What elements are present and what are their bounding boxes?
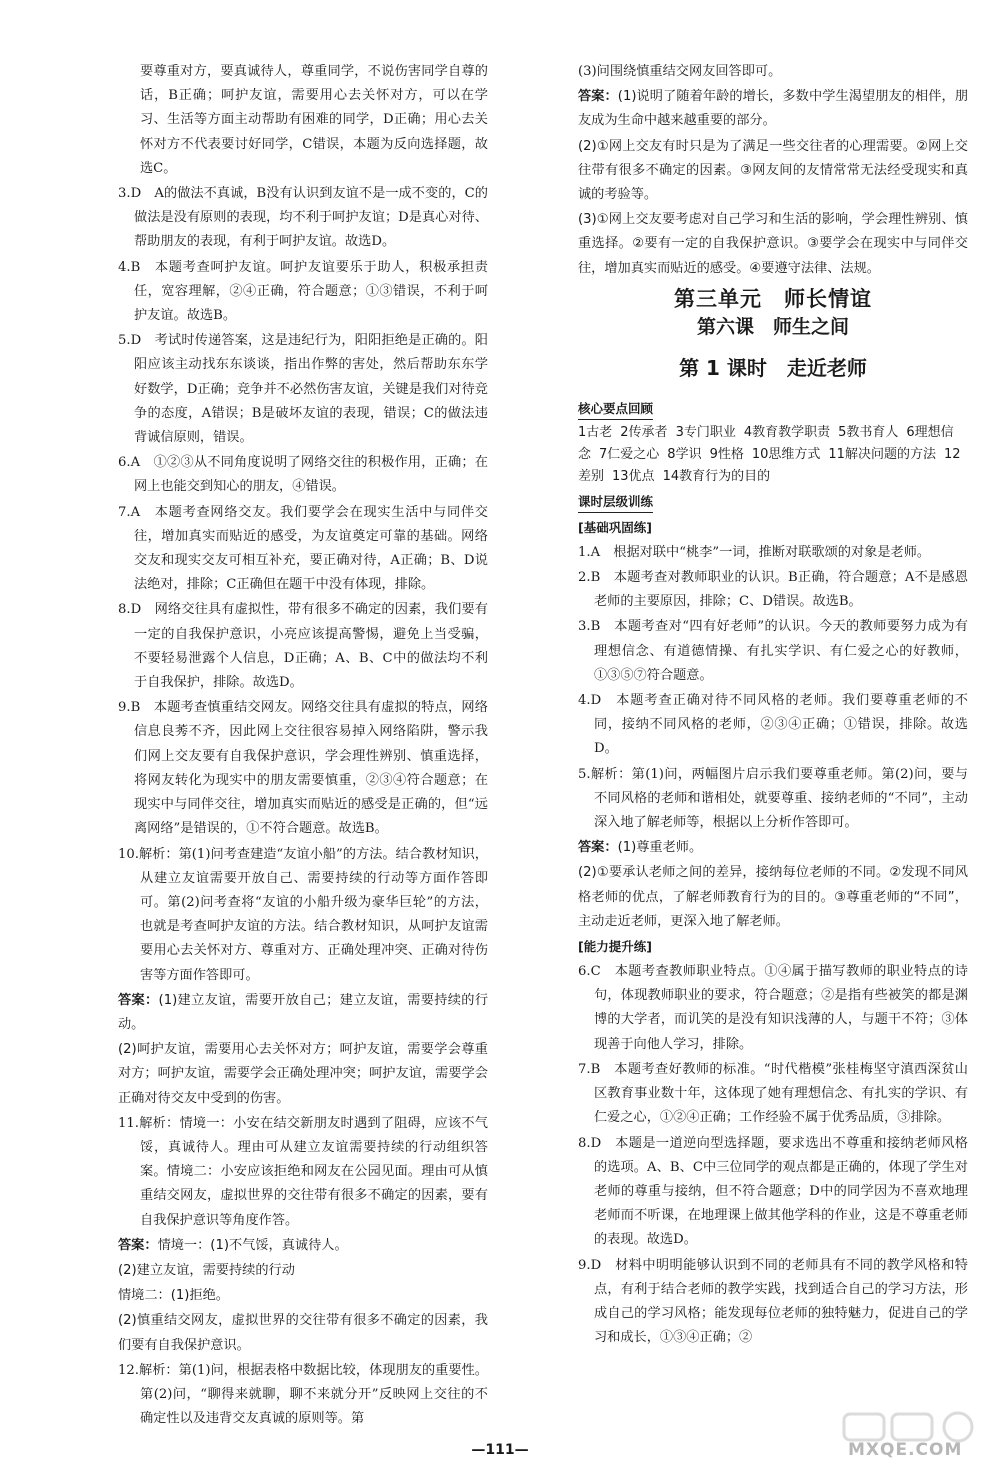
- basic-paragraph: (2)①要承认老师之间的差异，接纳每位老师的不同。②发现不同风格老师的优点，了解老师教育行为的目的。③尊重老师的“不同”，主动走近老师，更深入地了解老师。: [578, 865, 968, 929]
- lesson-title: 第六课 师生之间: [696, 315, 849, 338]
- key-point: 9性格: [709, 446, 744, 462]
- left-paragraph: 6.A ①②③从不同角度说明了网络交往的积极作用，正确；在网上也能交到知心的朋友，④错误。: [118, 455, 488, 495]
- right-column: [578, 60, 968, 1351]
- basic-paragraph: 1.A 根据对联中“桃李”一词，推断对联歌颂的对象是老师。: [578, 544, 931, 560]
- section-training: 课时层级训练: [578, 492, 653, 513]
- ability-paragraph: 8.D 本题是一道逆向型选择题，要求选出不尊重和接纳老师风格的选项。A、B、C中三位同学的观点都是正确的，体现了学生对老师的尊重与接纳，但不符合题意；D中的同学因为不喜欢地理老师而不听课，在地理课上做其他学科的作业，这是不尊重老师的表现。故选D。: [578, 1135, 968, 1248]
- left-paragraph: 答案：情境一：(1)不气馁，真诚待人。: [118, 1237, 348, 1253]
- right-top-answers: [578, 60, 968, 281]
- left-column: [118, 60, 488, 1432]
- left-paragraph: 7.A 本题考查网络交友。我们要学会在现实生活中与同伴交往，增加真实而贴近的感受，为友谊奠定可靠的基础。网络交友和现实交友可相互补充，要正确对待，A正确；B、D说法绝对，排除；C正确但在题干中没有体现，排除。: [118, 504, 488, 593]
- key-point: 13优点: [612, 468, 655, 484]
- left-paragraph: 情境二：(1)拒绝。: [118, 1288, 229, 1304]
- left-paragraph: 5.D 考试时传递答案，这是违纪行为，阳阳拒绝是正确的。阳阳应该主动找东东谈谈，指出作弊的害处，然后帮助东东学好数学，D正确；竞争并不必然伤害友谊，关键是我们对待竞争的态度，A错误；B是破坏友谊的表现，错误；C的做法违背诚信原则，错误。: [118, 333, 488, 446]
- left-paragraph: 8.D 网络交往具有虚拟性，带有很多不确定的因素，我们要有一定的自我保护意识，小亮应该提高警惕，避免上当受骗，不要轻易泄露个人信息，D正确；A、B、C中的做法均不利于自我保护，排除。故选D。: [118, 602, 488, 691]
- key-point: 12差别: [578, 446, 961, 484]
- left-paragraph: 答案：(1)建立友谊，需要开放自己；建立友谊，需要持续的行动。: [118, 992, 489, 1032]
- left-paragraph: 12.解析：第(1)问，根据表格中数据比较，体现朋友的重要性。第(2)问，“聊得来就聊，聊不来就分开”反映网上交往的不确定性以及违背交友真诚的原则等。第: [118, 1362, 488, 1427]
- unit-title: 第三单元 师长情谊: [674, 286, 872, 311]
- key-point: 11解决问题的方法: [828, 446, 936, 462]
- basic-practice-answers: [578, 541, 968, 934]
- key-point: 10思维方式: [751, 446, 821, 462]
- ability-paragraph: 9.D 材料中明明能够认识到不同的老师具有不同的教学风格和特点，有利于结合老师的教学实践，找到适合自己的学习方法，形成自己的学习风格；能发现每位老师的独特魅力，促进自己的学习和成长，①③④正确；②: [578, 1257, 968, 1346]
- left-paragraph: 4.B 本题考查呵护友谊。呵护友谊要乐于助人，积极承担责任，宽容理解，②④正确，符合题意；①③错误，不利于呵护友谊。故选B。: [118, 259, 488, 324]
- right-top-paragraph: 答案：(1)说明了随着年龄的增长，多数中学生渴望朋友的相伴，朋友成为生命中越来越重要的部分。: [578, 89, 969, 129]
- left-paragraph: (2)慎重结交网友，虚拟世界的交往带有很多不确定的因素，我们要有自我保护意识。: [118, 1313, 488, 1353]
- key-point: 14教育行为的目的: [662, 468, 771, 484]
- period-title: 第 1 课时 走近老师: [679, 355, 867, 380]
- key-point: 7仁爱之心: [599, 446, 660, 462]
- key-points-list: [578, 422, 968, 488]
- left-paragraph: (2)建立友谊，需要持续的行动: [118, 1262, 295, 1278]
- ability-paragraph: 7.B 本题考查好教师的标准。“时代楷模”张桂梅坚守滇西深贫山区教育事业数十年，这体现了她有理想信念、有扎实的学识、有仁爱之心，①②④正确；工作经验不属于优秀品质，③排除。: [578, 1061, 968, 1126]
- left-paragraph: 11.解析：情境一：小安在结交新朋友时遇到了阻碍，应该不气馁，真诚待人。理由可从建立友谊需要持续的行动组织答案。情境二：小安应该拒绝和网友在公园见面。理由可从慎重结交网友，虚拟世界的交往带有很多不确定的因素，要有自我保护意识等角度作答。: [118, 1115, 488, 1228]
- left-paragraph: (2)呵护友谊，需要用心去关怀对方；呵护友谊，需要学会尊重对方；呵护友谊，需要学会正确处理冲突；呵护友谊，需要学会正确对待交友中受到的伤害。: [118, 1042, 488, 1106]
- key-point: 2传承者: [620, 424, 668, 440]
- key-point: 4教育教学职责: [743, 424, 831, 440]
- left-paragraph: 要尊重对方，要真诚待人，尊重同学，不说伤害同学自尊的话，B正确；呵护友谊，需要用心去关怀对方，可以在学习、生活等方面主动帮助有困难的同学，D正确；用心去关怀对方不代表要讨好同学，C错误，本题为反向选择题，故选C。: [140, 64, 488, 176]
- key-point: 6理想信念: [578, 424, 954, 462]
- answer-label: 答案：: [578, 89, 618, 105]
- answer-label: 答案：: [118, 992, 159, 1008]
- basic-paragraph: 5.解析：第(1)问，两幅图片启示我们要尊重老师。第(2)问，要与不同风格的老师和谐相处，就要尊重、接纳老师的“不同”，主动深入地了解老师等，根据以上分析作答即可。: [578, 766, 968, 831]
- ability-practice-answers: [578, 960, 968, 1350]
- key-point: 5教书育人: [838, 424, 899, 440]
- basic-paragraph: 答案：(1)尊重老师。: [578, 840, 703, 856]
- key-point: 8学识: [667, 446, 702, 462]
- watermark-text: MXQE.COM: [848, 1440, 963, 1460]
- left-paragraph: 3.D A的做法不真诚，B没有认识到友谊不是一成不变的，C的做法是没有原则的表现，均不利于呵护友谊；D是真心对待、帮助朋友的表现，有利于呵护友谊。故选D。: [118, 186, 488, 250]
- left-paragraph: 9.B 本题考查慎重结交网友。网络交往具有虚拟的特点，网络信息良莠不齐，因此网上交往很容易掉入网络陷阱，警示我们网上交友要有自我保护意识，学会理性辨别、慎重选择，将网友转化为现实中的朋友需要慎重，②③④符合题意；在现实中与同伴交往，增加真实而贴近的感受是正确的，但“远离网络”是错误的，①不符合题意。故选B。: [118, 700, 488, 837]
- left-paragraph: 10.解析：第(1)问考查建造“友谊小船”的方法。结合教材知识，从建立友谊需要开放自己、需要持续的行动等方面作答即可。第(2)问考查将“友谊的小船升级为豪华巨轮”的方法，也就是考查呵护友谊的方法。结合教材知识，从呵护友谊需要用心去关怀对方、尊重对方、正确处理冲突、正确对待伤害等方面作答即可。: [118, 846, 488, 983]
- right-top-paragraph: (2)①网上交友有时只是为了满足一些交往者的心理需要。②网上交往带有很多不确定的因素。③网友间的友情常常无法经受现实和真诚的考验等。: [578, 138, 968, 203]
- right-top-paragraph: (3)问围绕慎重结交网友回答即可。: [578, 64, 782, 79]
- section-core-review: 核心要点回顾: [578, 399, 653, 420]
- page-number: —111—: [471, 1442, 529, 1458]
- ability-paragraph: 6.C 本题考查教师职业特点。①④属于描写教师的职业特点的诗句，体现教师职业的要求，符合题意；②是指有些被笑的都是渊博的大学者，而讥笑的是没有知识浅薄的人，与题干不符；③体现善于向他人学习，排除。: [578, 964, 968, 1052]
- right-top-paragraph: (3)①网上交友要考虑对自己学习和生活的影响，学会理性辨别、慎重选择。②要有一定的自我保护意识。③要学会在现实中与同伴交往，增加真实而贴近的感受。④要遵守法律、法规。: [578, 212, 968, 276]
- key-point: 1古老: [578, 424, 613, 440]
- basic-paragraph: 2.B 本题考查对教师职业的认识。B正确，符合题意；A不是感恩老师的主要原因，排除；C、D错误。故选B。: [578, 570, 968, 610]
- answer-label: 答案：: [118, 1237, 158, 1253]
- basic-paragraph: 4.D 本题考查正确对待不同风格的老师。我们要尊重老师的不同，接纳不同风格的老师，②③④正确；①错误，排除。故选D。: [578, 693, 968, 757]
- basic-paragraph: 3.B 本题考查对“四有好老师”的认识。今天的教师要努力成为有理想信念、有道德情操、有扎实学识、有仁爱之心的好教师，①③⑤⑦符合题意。: [578, 619, 968, 683]
- basic-practice-label: [基础巩固练]: [578, 519, 652, 535]
- answer-label: 答案：: [578, 840, 618, 856]
- key-point: 3专门职业: [675, 424, 736, 440]
- ability-practice-label: [能力提升练]: [578, 939, 652, 955]
